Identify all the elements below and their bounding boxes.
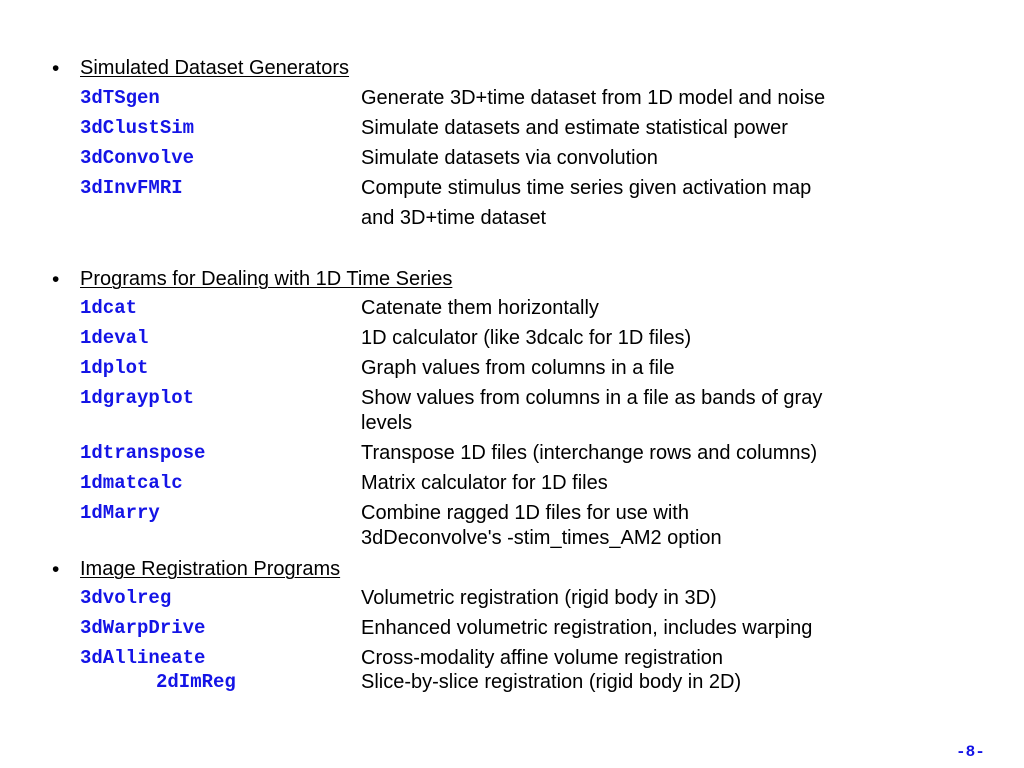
section-heading: Image Registration Programs [80, 558, 341, 580]
command-name: 1dmatcalc [80, 472, 183, 494]
command-name: 3dInvFMRI [80, 177, 183, 199]
bullet: • [52, 57, 60, 80]
section-heading: Simulated Dataset Generators [80, 57, 350, 79]
command-name: 3dClustSim [80, 117, 195, 139]
page-number: -8- [956, 743, 985, 761]
command-name: 1deval [80, 327, 149, 349]
command-description: Transpose 1D files (interchange rows and columns) [361, 442, 818, 464]
command-name: 3dWarpDrive [80, 617, 206, 639]
command-description: Simulate datasets and estimate statistical power [361, 117, 788, 139]
command-name: 1dgrayplot [80, 387, 195, 409]
section-heading: Programs for Dealing with 1D Time Series [80, 268, 453, 290]
command-name: 3dConvolve [80, 147, 195, 169]
command-description: Volumetric registration (rigid body in 3D) [361, 587, 717, 609]
command-name: 1dplot [80, 357, 149, 379]
command-description: 3dDeconvolve's -stim_times_AM2 option [361, 527, 722, 549]
bullet: • [52, 558, 60, 581]
command-name: 2dImReg [156, 671, 236, 693]
command-description: Cross-modality affine volume registration [361, 647, 724, 669]
command-name: 3dAllineate [80, 647, 206, 669]
command-description: and 3D+time dataset [361, 207, 547, 229]
command-description: Graph values from columns in a file [361, 357, 675, 379]
command-description: Show values from columns in a file as bands of gray [361, 387, 823, 409]
command-description: Simulate datasets via convolution [361, 147, 658, 169]
command-description: Compute stimulus time series given activation map [361, 177, 812, 199]
command-description: Catenate them horizontally [361, 297, 599, 319]
command-name: 1dMarry [80, 502, 160, 524]
command-description: Matrix calculator for 1D files [361, 472, 608, 494]
command-description: levels [361, 412, 413, 434]
command-description: Slice-by-slice registration (rigid body in 2D) [361, 671, 742, 693]
command-description: 1D calculator (like 3dcalc for 1D files) [361, 327, 692, 349]
command-name: 1dtranspose [80, 442, 206, 464]
bullet: • [52, 268, 60, 291]
command-description: Enhanced volumetric registration, includes warping [361, 617, 813, 639]
command-name: 3dTSgen [80, 87, 160, 109]
command-name: 3dvolreg [80, 587, 172, 609]
command-description: Combine ragged 1D files for use with [361, 502, 689, 524]
command-name: 1dcat [80, 297, 138, 319]
command-description: Generate 3D+time dataset from 1D model and noise [361, 87, 826, 109]
